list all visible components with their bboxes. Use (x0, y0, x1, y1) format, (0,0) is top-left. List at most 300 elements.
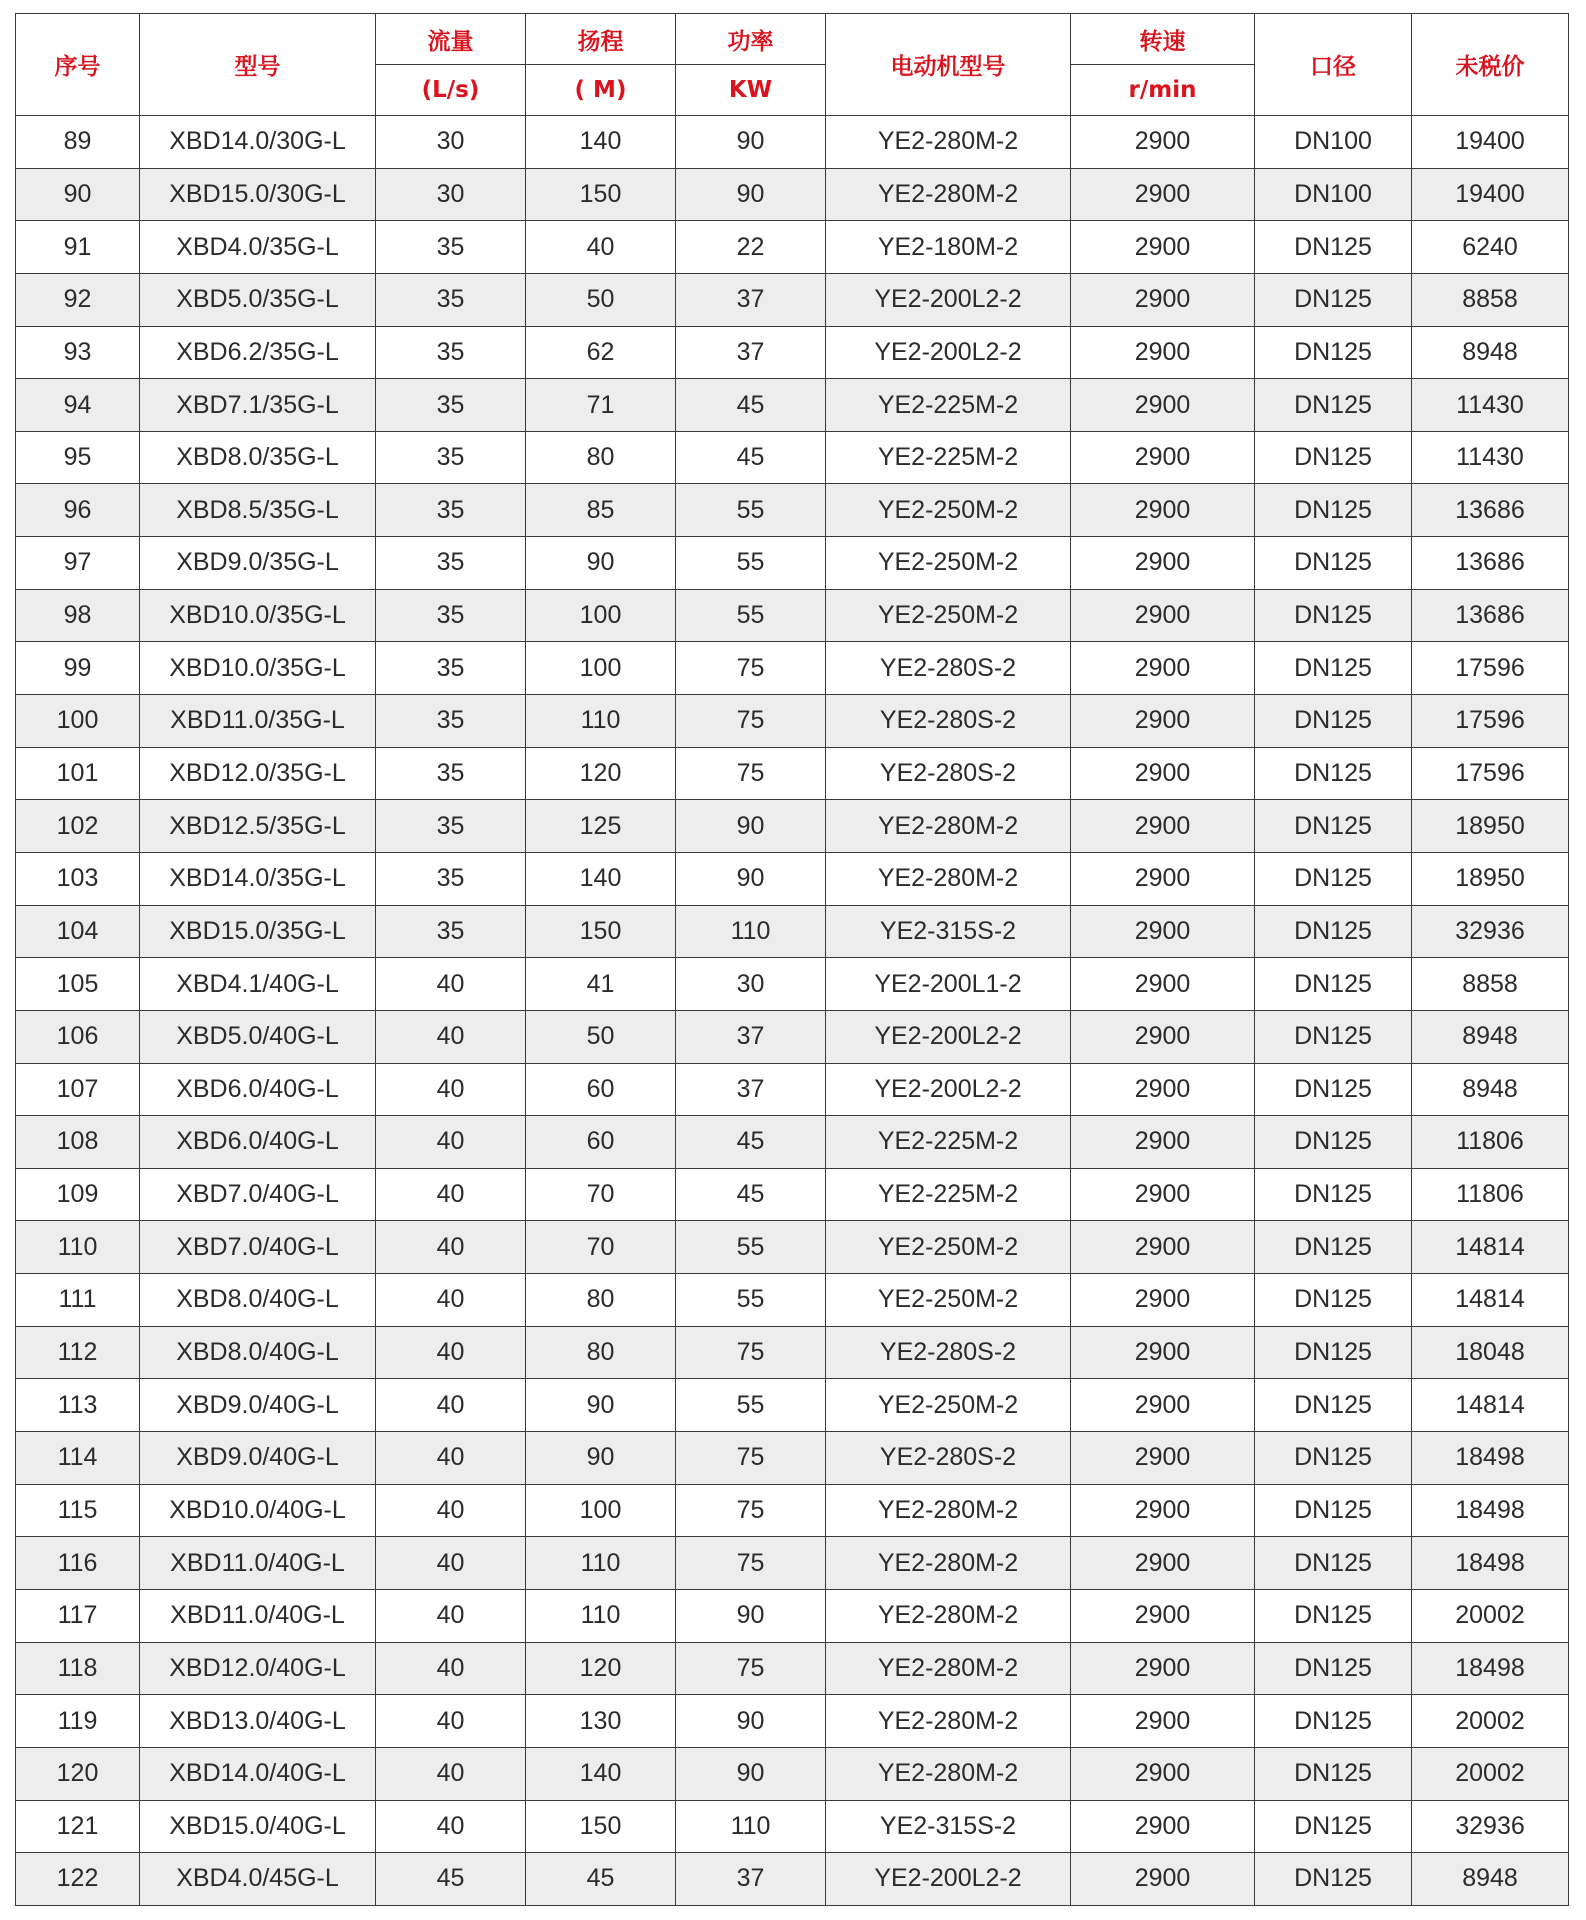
cell-power: 75 (676, 642, 826, 695)
cell-bore: DN125 (1255, 1063, 1412, 1116)
cell-flow: 40 (376, 1326, 526, 1379)
cell-bore: DN125 (1255, 852, 1412, 905)
cell-speed: 2900 (1071, 1432, 1255, 1485)
cell-index: 93 (16, 326, 140, 379)
cell-speed: 2900 (1071, 695, 1255, 748)
cell-price: 8948 (1412, 1010, 1569, 1063)
table-row (16, 589, 1569, 642)
cell-motor: YE2-280M-2 (826, 1642, 1071, 1695)
cell-power: 110 (676, 1800, 826, 1853)
cell-bore: DN125 (1255, 1326, 1412, 1379)
cell-speed: 2900 (1071, 800, 1255, 853)
cell-power: 75 (676, 1326, 826, 1379)
cell-speed: 2900 (1071, 1484, 1255, 1537)
cell-bore: DN125 (1255, 1695, 1412, 1748)
cell-speed: 2900 (1071, 1589, 1255, 1642)
table-row (16, 695, 1569, 748)
cell-motor: YE2-280M-2 (826, 1695, 1071, 1748)
cell-power: 75 (676, 695, 826, 748)
cell-model: XBD8.5/35G-L (140, 484, 376, 537)
table-row (16, 484, 1569, 537)
cell-bore: DN125 (1255, 695, 1412, 748)
cell-model: XBD7.0/40G-L (140, 1168, 376, 1221)
cell-power: 55 (676, 1379, 826, 1432)
cell-index: 99 (16, 642, 140, 695)
table-row (16, 1432, 1569, 1485)
cell-power: 55 (676, 589, 826, 642)
table-row (16, 221, 1569, 274)
cell-index: 106 (16, 1010, 140, 1063)
header-flow: 流量 (376, 14, 526, 65)
header-bore: 口径 (1255, 14, 1412, 116)
cell-index: 90 (16, 168, 140, 221)
cell-motor: YE2-180M-2 (826, 221, 1071, 274)
cell-power: 45 (676, 379, 826, 432)
cell-head: 120 (526, 747, 676, 800)
table-row (16, 1274, 1569, 1327)
cell-head: 85 (526, 484, 676, 537)
cell-flow: 30 (376, 116, 526, 169)
table-row (16, 1537, 1569, 1590)
cell-bore: DN125 (1255, 1853, 1412, 1906)
cell-model: XBD14.0/40G-L (140, 1747, 376, 1800)
cell-motor: YE2-200L2-2 (826, 1853, 1071, 1906)
cell-motor: YE2-225M-2 (826, 379, 1071, 432)
cell-bore: DN125 (1255, 1589, 1412, 1642)
cell-bore: DN125 (1255, 1747, 1412, 1800)
table-row (16, 747, 1569, 800)
cell-flow: 40 (376, 958, 526, 1011)
cell-head: 80 (526, 431, 676, 484)
cell-flow: 35 (376, 905, 526, 958)
cell-price: 11430 (1412, 431, 1569, 484)
cell-speed: 2900 (1071, 168, 1255, 221)
cell-power: 75 (676, 1484, 826, 1537)
header-speed: 转速 (1071, 14, 1255, 65)
cell-bore: DN125 (1255, 800, 1412, 853)
cell-power: 55 (676, 537, 826, 590)
cell-index: 117 (16, 1589, 140, 1642)
cell-head: 150 (526, 1800, 676, 1853)
cell-index: 97 (16, 537, 140, 590)
cell-motor: YE2-280M-2 (826, 1747, 1071, 1800)
cell-flow: 40 (376, 1221, 526, 1274)
cell-index: 98 (16, 589, 140, 642)
cell-head: 130 (526, 1695, 676, 1748)
table-body (16, 116, 1569, 1906)
cell-motor: YE2-200L2-2 (826, 273, 1071, 326)
cell-price: 19400 (1412, 116, 1569, 169)
cell-bore: DN125 (1255, 326, 1412, 379)
cell-head: 62 (526, 326, 676, 379)
table-row (16, 326, 1569, 379)
cell-power: 30 (676, 958, 826, 1011)
cell-bore: DN125 (1255, 273, 1412, 326)
cell-motor: YE2-200L2-2 (826, 1010, 1071, 1063)
table-row (16, 1010, 1569, 1063)
cell-price: 14814 (1412, 1221, 1569, 1274)
table-header (16, 14, 1569, 116)
cell-head: 150 (526, 168, 676, 221)
cell-power: 45 (676, 1116, 826, 1169)
table-row (16, 537, 1569, 590)
cell-bore: DN125 (1255, 747, 1412, 800)
cell-model: XBD6.2/35G-L (140, 326, 376, 379)
cell-index: 107 (16, 1063, 140, 1116)
cell-price: 14814 (1412, 1379, 1569, 1432)
cell-index: 96 (16, 484, 140, 537)
cell-power: 55 (676, 1274, 826, 1327)
cell-motor: YE2-200L2-2 (826, 1063, 1071, 1116)
cell-bore: DN125 (1255, 379, 1412, 432)
header-head-unit: ( M) (526, 65, 676, 116)
cell-bore: DN125 (1255, 1010, 1412, 1063)
cell-index: 119 (16, 1695, 140, 1748)
cell-index: 116 (16, 1537, 140, 1590)
cell-model: XBD7.0/40G-L (140, 1221, 376, 1274)
table-row (16, 958, 1569, 1011)
cell-bore: DN125 (1255, 642, 1412, 695)
cell-flow: 40 (376, 1800, 526, 1853)
table-row (16, 1853, 1569, 1906)
cell-motor: YE2-280M-2 (826, 800, 1071, 853)
cell-head: 80 (526, 1274, 676, 1327)
cell-power: 90 (676, 1695, 826, 1748)
pump-price-table-container (15, 13, 1568, 1906)
cell-power: 90 (676, 1589, 826, 1642)
cell-motor: YE2-250M-2 (826, 1221, 1071, 1274)
cell-head: 140 (526, 116, 676, 169)
cell-price: 6240 (1412, 221, 1569, 274)
cell-bore: DN125 (1255, 431, 1412, 484)
table-row (16, 1221, 1569, 1274)
cell-flow: 40 (376, 1379, 526, 1432)
cell-flow: 35 (376, 221, 526, 274)
cell-price: 17596 (1412, 695, 1569, 748)
cell-model: XBD8.0/35G-L (140, 431, 376, 484)
cell-index: 104 (16, 905, 140, 958)
cell-head: 45 (526, 1853, 676, 1906)
cell-price: 11806 (1412, 1168, 1569, 1221)
cell-index: 115 (16, 1484, 140, 1537)
cell-price: 11430 (1412, 379, 1569, 432)
cell-power: 37 (676, 1853, 826, 1906)
table-row (16, 642, 1569, 695)
cell-bore: DN125 (1255, 1274, 1412, 1327)
cell-speed: 2900 (1071, 1326, 1255, 1379)
cell-speed: 2900 (1071, 1853, 1255, 1906)
cell-index: 100 (16, 695, 140, 748)
cell-motor: YE2-250M-2 (826, 589, 1071, 642)
cell-speed: 2900 (1071, 1168, 1255, 1221)
cell-bore: DN125 (1255, 1432, 1412, 1485)
cell-motor: YE2-280M-2 (826, 1589, 1071, 1642)
cell-price: 14814 (1412, 1274, 1569, 1327)
cell-price: 20002 (1412, 1695, 1569, 1748)
cell-head: 71 (526, 379, 676, 432)
cell-power: 37 (676, 326, 826, 379)
cell-power: 45 (676, 1168, 826, 1221)
cell-bore: DN125 (1255, 1537, 1412, 1590)
cell-price: 18498 (1412, 1484, 1569, 1537)
cell-index: 108 (16, 1116, 140, 1169)
cell-speed: 2900 (1071, 484, 1255, 537)
cell-model: XBD5.0/35G-L (140, 273, 376, 326)
cell-flow: 35 (376, 326, 526, 379)
cell-price: 17596 (1412, 642, 1569, 695)
cell-speed: 2900 (1071, 642, 1255, 695)
cell-index: 111 (16, 1274, 140, 1327)
pump-price-table (15, 13, 1569, 1906)
cell-head: 90 (526, 1432, 676, 1485)
table-row (16, 905, 1569, 958)
cell-motor: YE2-280S-2 (826, 642, 1071, 695)
cell-head: 40 (526, 221, 676, 274)
cell-index: 89 (16, 116, 140, 169)
cell-flow: 40 (376, 1484, 526, 1537)
cell-speed: 2900 (1071, 221, 1255, 274)
cell-model: XBD13.0/40G-L (140, 1695, 376, 1748)
cell-power: 90 (676, 852, 826, 905)
cell-flow: 40 (376, 1747, 526, 1800)
cell-model: XBD12.5/35G-L (140, 800, 376, 853)
cell-speed: 2900 (1071, 1642, 1255, 1695)
cell-motor: YE2-250M-2 (826, 484, 1071, 537)
cell-head: 80 (526, 1326, 676, 1379)
cell-bore: DN125 (1255, 1642, 1412, 1695)
cell-price: 8948 (1412, 1853, 1569, 1906)
cell-price: 18950 (1412, 852, 1569, 905)
cell-speed: 2900 (1071, 1116, 1255, 1169)
cell-model: XBD10.0/35G-L (140, 589, 376, 642)
header-power: 功率 (676, 14, 826, 65)
cell-price: 32936 (1412, 905, 1569, 958)
cell-head: 110 (526, 1537, 676, 1590)
cell-power: 45 (676, 431, 826, 484)
table-row (16, 1063, 1569, 1116)
cell-model: XBD6.0/40G-L (140, 1063, 376, 1116)
cell-flow: 30 (376, 168, 526, 221)
cell-motor: YE2-225M-2 (826, 1168, 1071, 1221)
cell-model: XBD15.0/30G-L (140, 168, 376, 221)
cell-motor: YE2-280M-2 (826, 1537, 1071, 1590)
cell-index: 110 (16, 1221, 140, 1274)
cell-head: 41 (526, 958, 676, 1011)
cell-price: 18498 (1412, 1642, 1569, 1695)
cell-model: XBD11.0/40G-L (140, 1537, 376, 1590)
cell-power: 55 (676, 484, 826, 537)
cell-head: 110 (526, 1589, 676, 1642)
cell-flow: 35 (376, 273, 526, 326)
cell-speed: 2900 (1071, 116, 1255, 169)
table-row (16, 1747, 1569, 1800)
table-row (16, 1589, 1569, 1642)
cell-power: 37 (676, 1063, 826, 1116)
cell-motor: YE2-280S-2 (826, 695, 1071, 748)
cell-index: 113 (16, 1379, 140, 1432)
table-row (16, 1642, 1569, 1695)
cell-index: 91 (16, 221, 140, 274)
cell-flow: 40 (376, 1168, 526, 1221)
cell-model: XBD14.0/35G-L (140, 852, 376, 905)
cell-power: 75 (676, 747, 826, 800)
table-row (16, 273, 1569, 326)
cell-speed: 2900 (1071, 747, 1255, 800)
header-head: 扬程 (526, 14, 676, 65)
cell-power: 90 (676, 800, 826, 853)
cell-model: XBD9.0/40G-L (140, 1379, 376, 1432)
cell-speed: 2900 (1071, 273, 1255, 326)
cell-head: 100 (526, 589, 676, 642)
table-row (16, 1168, 1569, 1221)
cell-flow: 35 (376, 537, 526, 590)
cell-model: XBD4.1/40G-L (140, 958, 376, 1011)
cell-index: 122 (16, 1853, 140, 1906)
cell-power: 75 (676, 1642, 826, 1695)
cell-bore: DN125 (1255, 221, 1412, 274)
cell-flow: 40 (376, 1642, 526, 1695)
cell-head: 50 (526, 1010, 676, 1063)
cell-power: 22 (676, 221, 826, 274)
cell-speed: 2900 (1071, 379, 1255, 432)
table-row (16, 379, 1569, 432)
cell-head: 125 (526, 800, 676, 853)
cell-flow: 40 (376, 1063, 526, 1116)
cell-flow: 40 (376, 1116, 526, 1169)
header-price: 未税价 (1412, 14, 1569, 116)
cell-head: 90 (526, 537, 676, 590)
header-model: 型号 (140, 14, 376, 116)
table-row (16, 1326, 1569, 1379)
cell-index: 94 (16, 379, 140, 432)
cell-bore: DN125 (1255, 1484, 1412, 1537)
cell-price: 8858 (1412, 958, 1569, 1011)
cell-model: XBD12.0/35G-L (140, 747, 376, 800)
cell-model: XBD10.0/35G-L (140, 642, 376, 695)
cell-model: XBD12.0/40G-L (140, 1642, 376, 1695)
cell-power: 55 (676, 1221, 826, 1274)
cell-power: 37 (676, 273, 826, 326)
table-row (16, 1484, 1569, 1537)
cell-bore: DN125 (1255, 589, 1412, 642)
cell-head: 70 (526, 1168, 676, 1221)
header-power-unit: KW (676, 65, 826, 116)
cell-bore: DN125 (1255, 1116, 1412, 1169)
cell-flow: 40 (376, 1010, 526, 1063)
cell-speed: 2900 (1071, 1274, 1255, 1327)
cell-flow: 35 (376, 431, 526, 484)
cell-bore: DN125 (1255, 905, 1412, 958)
cell-power: 110 (676, 905, 826, 958)
cell-model: XBD11.0/40G-L (140, 1589, 376, 1642)
cell-index: 92 (16, 273, 140, 326)
cell-price: 20002 (1412, 1589, 1569, 1642)
cell-flow: 40 (376, 1537, 526, 1590)
cell-index: 118 (16, 1642, 140, 1695)
cell-price: 8948 (1412, 1063, 1569, 1116)
cell-model: XBD6.0/40G-L (140, 1116, 376, 1169)
cell-motor: YE2-250M-2 (826, 1379, 1071, 1432)
cell-head: 120 (526, 1642, 676, 1695)
cell-head: 90 (526, 1379, 676, 1432)
cell-head: 110 (526, 695, 676, 748)
cell-price: 13686 (1412, 537, 1569, 590)
cell-motor: YE2-315S-2 (826, 1800, 1071, 1853)
cell-flow: 40 (376, 1589, 526, 1642)
cell-speed: 2900 (1071, 1063, 1255, 1116)
cell-price: 11806 (1412, 1116, 1569, 1169)
cell-bore: DN125 (1255, 1379, 1412, 1432)
table-row (16, 431, 1569, 484)
cell-motor: YE2-250M-2 (826, 537, 1071, 590)
cell-bore: DN100 (1255, 168, 1412, 221)
cell-motor: YE2-280M-2 (826, 168, 1071, 221)
table-row (16, 168, 1569, 221)
cell-flow: 45 (376, 1853, 526, 1906)
cell-model: XBD11.0/35G-L (140, 695, 376, 748)
cell-model: XBD8.0/40G-L (140, 1274, 376, 1327)
cell-index: 114 (16, 1432, 140, 1485)
header-speed-unit: r/min (1071, 65, 1255, 116)
cell-price: 8948 (1412, 326, 1569, 379)
cell-price: 18498 (1412, 1432, 1569, 1485)
cell-flow: 35 (376, 484, 526, 537)
cell-model: XBD14.0/30G-L (140, 116, 376, 169)
table-row (16, 1695, 1569, 1748)
cell-head: 100 (526, 642, 676, 695)
cell-speed: 2900 (1071, 1695, 1255, 1748)
cell-price: 8858 (1412, 273, 1569, 326)
cell-flow: 40 (376, 1274, 526, 1327)
cell-speed: 2900 (1071, 537, 1255, 590)
cell-head: 60 (526, 1116, 676, 1169)
cell-flow: 35 (376, 747, 526, 800)
cell-index: 95 (16, 431, 140, 484)
cell-bore: DN125 (1255, 1800, 1412, 1853)
cell-motor: YE2-280M-2 (826, 852, 1071, 905)
header-index: 序号 (16, 14, 140, 116)
cell-head: 100 (526, 1484, 676, 1537)
cell-speed: 2900 (1071, 1221, 1255, 1274)
cell-bore: DN125 (1255, 1168, 1412, 1221)
cell-power: 90 (676, 1747, 826, 1800)
cell-motor: YE2-225M-2 (826, 1116, 1071, 1169)
cell-flow: 35 (376, 379, 526, 432)
header-flow-unit: (L/s) (376, 65, 526, 116)
cell-index: 105 (16, 958, 140, 1011)
cell-price: 13686 (1412, 484, 1569, 537)
cell-model: XBD4.0/35G-L (140, 221, 376, 274)
cell-index: 121 (16, 1800, 140, 1853)
cell-index: 103 (16, 852, 140, 905)
cell-flow: 35 (376, 852, 526, 905)
cell-head: 60 (526, 1063, 676, 1116)
cell-motor: YE2-280S-2 (826, 1432, 1071, 1485)
cell-index: 101 (16, 747, 140, 800)
cell-speed: 2900 (1071, 431, 1255, 484)
cell-power: 90 (676, 116, 826, 169)
cell-motor: YE2-315S-2 (826, 905, 1071, 958)
cell-price: 18498 (1412, 1537, 1569, 1590)
cell-model: XBD4.0/45G-L (140, 1853, 376, 1906)
cell-flow: 35 (376, 800, 526, 853)
cell-speed: 2900 (1071, 1800, 1255, 1853)
cell-flow: 40 (376, 1432, 526, 1485)
cell-price: 13686 (1412, 589, 1569, 642)
cell-power: 75 (676, 1537, 826, 1590)
cell-motor: YE2-225M-2 (826, 431, 1071, 484)
cell-bore: DN125 (1255, 1221, 1412, 1274)
